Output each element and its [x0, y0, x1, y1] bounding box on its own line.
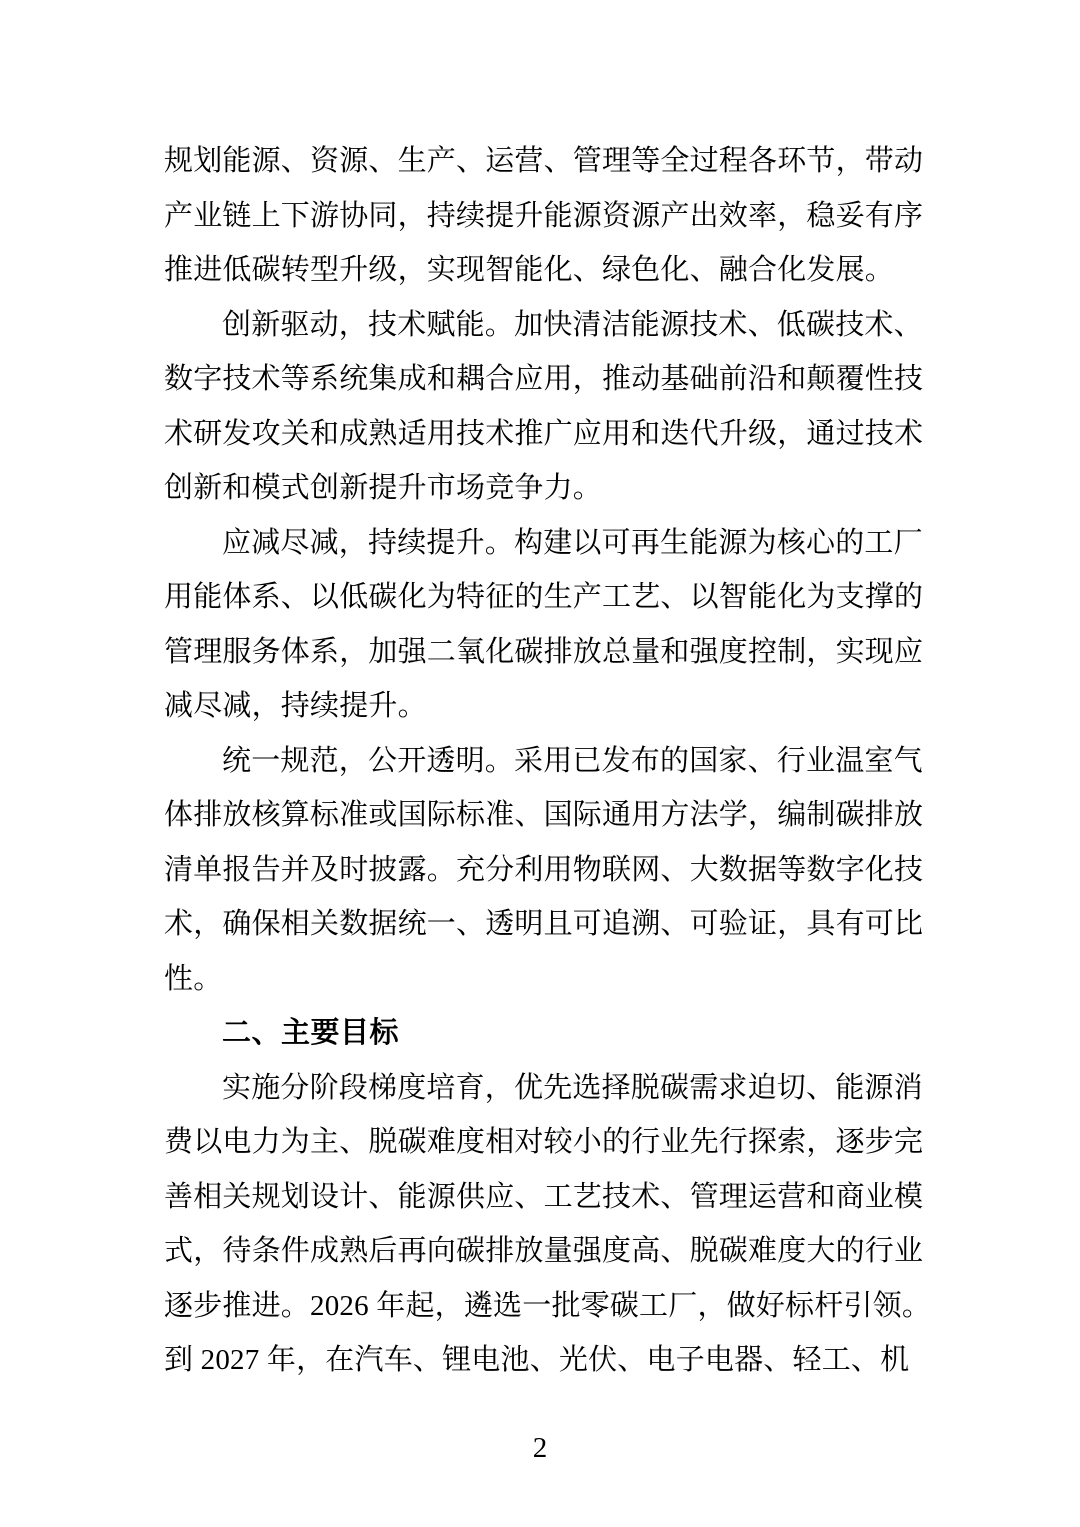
- text-line: 性。: [164, 962, 223, 995]
- text-line: 管理服务体系，加强二氧化碳排放总量和强度控制，实现应: [164, 635, 924, 668]
- text-line: 创新和模式创新提升市场竞争力。: [164, 472, 603, 504]
- text-line: 实施分阶段梯度培育，优先选择脱碳需求迫切、能源消: [222, 1071, 923, 1104]
- document-body: [164, 134, 930, 1388]
- text-line: 清单报告并及时披露。充分利用物联网、大数据等数字化技: [164, 853, 924, 886]
- text-line: 到 2027 年，在汽车、锂电池、光伏、电子电器、轻工、机: [164, 1344, 910, 1376]
- page-number: 2: [532, 1432, 548, 1464]
- text-line: 规划能源、资源、生产、运营、管理等全过程各环节，带动: [164, 145, 924, 177]
- text-line: 费以电力为主、脱碳难度相对较小的行业先行探索，逐步完: [164, 1126, 924, 1158]
- text-line: 创新驱动，技术赋能。加快清洁能源技术、低碳技术、: [222, 308, 923, 341]
- text-line: 体排放核算标准或国际标准、国际通用方法学，编制碳排放: [164, 799, 924, 831]
- section-heading: 二、主要目标: [222, 1017, 400, 1049]
- text-line: 产业链上下游协同，持续提升能源资源产出效率，稳妥有序: [164, 199, 924, 232]
- text-line: 统一规范，公开透明。采用已发布的国家、行业温室气: [222, 744, 923, 777]
- text-line: 减尽减，持续提升。: [164, 690, 427, 722]
- text-line: 推进低碳转型升级，实现智能化、绿色化、融合化发展。: [164, 254, 895, 286]
- text-line: 用能体系、以低碳化为特征的生产工艺、以智能化为支撑的: [164, 581, 924, 613]
- text-line: 逐步推进。2026 年起，遴选一批零碳工厂，做好标杆引领。: [164, 1289, 932, 1322]
- text-line: 术研发攻关和成熟适用技术推广应用和迭代升级，通过技术: [164, 417, 924, 450]
- text-line: 数字技术等系统集成和耦合应用，推动基础前沿和颠覆性技: [164, 363, 924, 395]
- text-line: 术，确保相关数据统一、透明且可追溯、可验证，具有可比: [164, 908, 924, 940]
- text-line: 式，待条件成熟后再向碳排放量强度高、脱碳难度大的行业: [164, 1235, 924, 1267]
- text-line: 应减尽减，持续提升。构建以可再生能源为核心的工厂: [222, 526, 923, 559]
- text-line: 善相关规划设计、能源供应、工艺技术、管理运营和商业模: [164, 1180, 924, 1213]
